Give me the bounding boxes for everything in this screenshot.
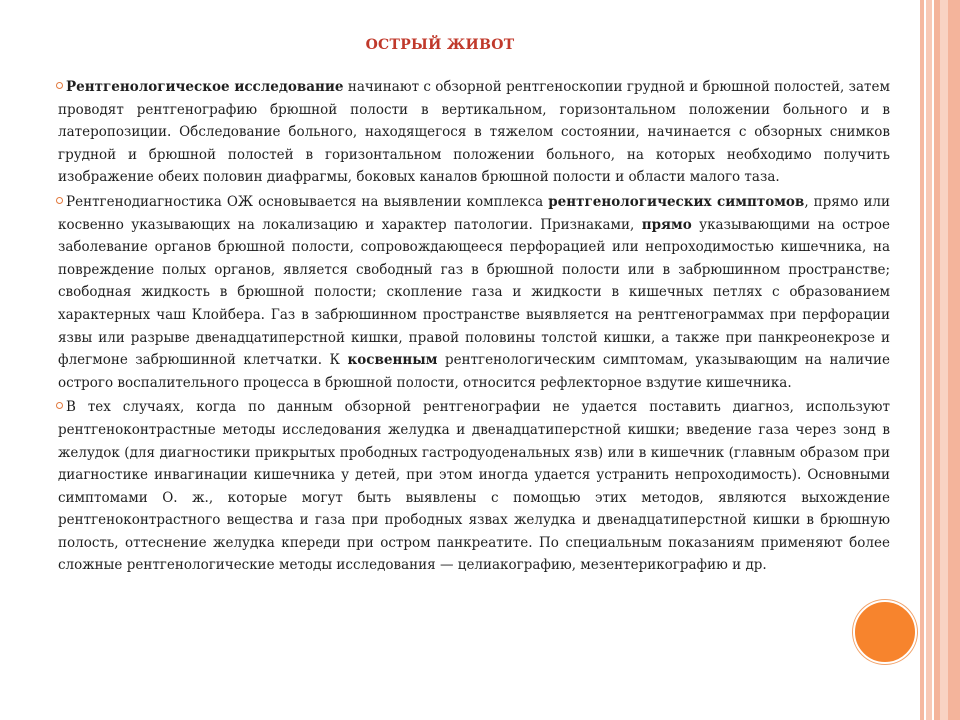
paragraph-text: , прямо или косвенно указывающих на локализацию и характер патологии. Признаками,	[58, 193, 891, 233]
decor-stripe	[940, 0, 948, 720]
paragraph-text: В тех случаях, когда по данным обзорной рентгенографии не удается поставить диагноз, используют рентгеноконтрастные методы исследования желудка и двенадцатиперстной кишки; введение газа через зонд в желудок (для диагностики прикрытых прободных гастродуоденальных язв) или в кишечник (главным образом при диагностике инвагинации кишечника у детей, при этом иногда удается устранить непроходимость). Основными симптомами О. ж., которые могут быть выявлены с помощью этих методов, являются выхождение рентгеноконтрастного вещества и газа при прободных язвах желудка и двенадцатиперстной кишки в брюшную полость, оттеснение желудка кпереди при остром панкреатите. По специальным показаниям применяют более сложные рентгенологические методы исследования — целиакографию, мезентерикографию и др.	[58, 399, 890, 574]
paragraph-text: Рентгенодиагностика ОЖ основывается на выявлении комплекса	[66, 193, 549, 210]
paragraph-3	[58, 396, 890, 577]
decor-stripe	[926, 0, 932, 720]
bold-term: косвенным	[347, 352, 438, 369]
decor-circle	[853, 600, 917, 664]
bold-term: Рентгенологическое исследование	[66, 79, 344, 95]
slide-title: ОСТРЫЙ ЖИВОТ	[365, 37, 515, 53]
paragraph-text: начинают с обзорной рентгеноскопии грудной и брюшной полостей, затем проводят рентгенографию брюшной полости в вертикальном, горизонтальном положении больного и в латеропозиции. Обследование больного, находящегося в тяжелом состоянии, начинается с обзорных снимков грудной и брюшной полостей в горизонтальном положении больного, на которых необходимо получить изображение обеих половин диафрагмы, боковых каналов брюшной полости и области малого таза.	[58, 79, 890, 186]
bullet-icon	[56, 82, 63, 89]
decor-stripe	[920, 0, 924, 720]
paragraph-1	[58, 76, 890, 189]
bullet-icon	[56, 197, 63, 204]
slide-body	[58, 76, 890, 579]
paragraph-text: указывающими на острое заболевание органов брюшной полости, сопровождающееся перфорацией или непроходимостью кишечника, на повреждение полых органов, является свободный газ в брюшной полости или в забрюшинном пространстве; свободная жидкость в брюшной полости; скопление газа и жидкости в кишечных петлях с образованием характерных чаш Клойбера. Газ в забрюшинном пространстве выявляется на рентгенограммах при перфорации язвы или разрыве двенадцатиперстной кишки, правой половины толстой кишки, а также при панкреонекрозе и флегмоне забрюшинной клетчатки. К	[58, 216, 890, 369]
paragraph-text: рентгенологическим симптомам, указывающим на наличие острого воспалительного процесса в брюшной полости, относится рефлекторное вздутие кишечника.	[58, 352, 890, 391]
paragraph-2	[58, 191, 890, 394]
bold-term: прямо	[641, 216, 692, 233]
bold-term: рентгенологических симптомов	[548, 193, 805, 210]
